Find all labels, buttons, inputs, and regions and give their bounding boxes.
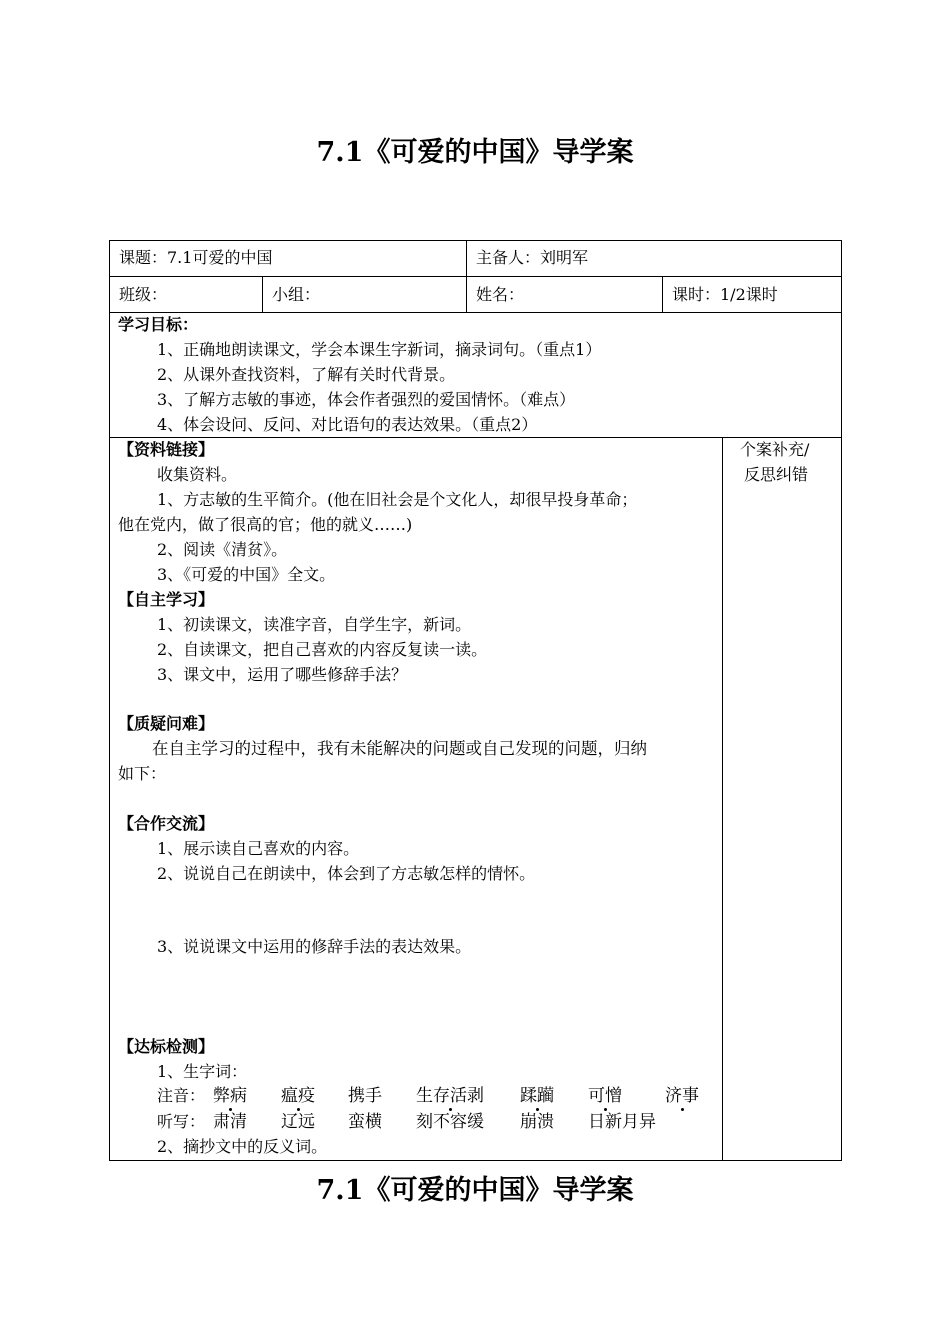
table-border-right (841, 240, 842, 1161)
pinyin-word-text: 携手 (348, 1086, 382, 1106)
test-item-1: 1、生字词： (157, 1062, 248, 1081)
goal-item: 2、从课外查找资料，了解有关时代背景。 (157, 365, 456, 384)
table-col-divider (262, 276, 263, 313)
table-row-divider (109, 312, 842, 313)
dictation-word: 日新月异 (588, 1112, 656, 1132)
dictation-word: 辽远 (281, 1112, 315, 1132)
pinyin-word (281, 1086, 315, 1106)
cooperation-heading: 【合作交流】 (118, 814, 215, 833)
group-label: 小组： (272, 285, 321, 304)
test-item-2: 2、摘抄文中的反义词。 (157, 1137, 328, 1156)
dictation-word: 蛮横 (348, 1112, 382, 1132)
dictation-label: 听写： (157, 1112, 206, 1131)
pinyin-label: 注音： (157, 1086, 206, 1105)
preparer-label: 主备人：刘明军 (476, 248, 589, 267)
table-col-divider (466, 240, 467, 313)
document-title: 7.1《可爱的中国》导学案 (316, 137, 634, 168)
questions-line: 在自主学习的过程中，我有未能解决的问题或自己发现的问题，归纳 (152, 739, 647, 758)
dictation-word: 肃清 (213, 1112, 247, 1132)
resources-line: 收集资料。 (157, 465, 238, 484)
table-row-divider (109, 437, 842, 438)
goal-item: 4、体会设问、反问、对比语句的表达效果。（重点2） (157, 415, 538, 434)
pinyin-word (416, 1086, 484, 1106)
dictation-word: 崩溃 (520, 1112, 554, 1132)
pinyin-word-text: 可憎 (588, 1086, 622, 1106)
cooperation-line: 1、展示读自己喜欢的内容。 (157, 839, 360, 858)
resources-line: 1、方志敏的生平简介。(他在旧社会是个文化人，却很早投身革命； (157, 490, 638, 509)
side-column-divider (722, 437, 723, 1161)
resources-line: 2、阅读《清贫》。 (157, 540, 288, 559)
table-border-left (109, 240, 110, 1161)
pinyin-word-text: 生存活剥 (416, 1086, 484, 1106)
period-label: 课时：1/2课时 (672, 285, 778, 304)
pinyin-word (520, 1086, 554, 1106)
resources-line: 他在党内，做了很高的官；他的就义……) (118, 515, 413, 534)
dictation-word: 刻不容缓 (416, 1112, 484, 1132)
pinyin-word (213, 1086, 247, 1106)
table-col-divider (662, 276, 663, 313)
resources-heading: 【资料链接】 (118, 440, 215, 459)
document-title-repeat: 7.1《可爱的中国》导学案 (316, 1175, 634, 1206)
self-study-heading: 【自主学习】 (118, 590, 215, 609)
table-row-divider (109, 276, 842, 277)
pinyin-word-text: 蹂躏 (520, 1086, 554, 1106)
goals-heading: 学习目标： (118, 315, 199, 334)
table-border-top (109, 240, 842, 241)
table-border-bottom (109, 1160, 842, 1161)
class-label: 班级： (119, 285, 168, 304)
goal-item: 3、了解方志敏的事迹，体会作者强烈的爱国情怀。（难点） (157, 390, 576, 409)
pinyin-word (348, 1086, 382, 1106)
test-heading: 【达标检测】 (118, 1037, 215, 1056)
pinyin-word (665, 1086, 699, 1106)
self-study-line: 3、课文中，运用了哪些修辞手法？ (157, 665, 408, 684)
pinyin-word-text: 瘟疫 (281, 1086, 315, 1106)
name-label: 姓名： (476, 285, 525, 304)
side-note-line: 个案补充/ (740, 440, 810, 459)
cooperation-line: 3、说说课文中运用的修辞手法的表达效果。 (157, 937, 472, 956)
questions-heading: 【质疑问难】 (118, 714, 215, 733)
pinyin-word-text: 弊病 (213, 1086, 247, 1106)
self-study-line: 1、初读课文，读准字音，自学生字，新词。 (157, 615, 472, 634)
topic-label: 课题：7.1可爱的中国 (119, 248, 273, 267)
side-note-line: 反思纠错 (744, 465, 809, 484)
pinyin-word-text: 济事 (665, 1086, 699, 1106)
cooperation-line: 2、说说自己在朗读中，体会到了方志敏怎样的情怀。 (157, 864, 536, 883)
pinyin-word (588, 1086, 622, 1106)
questions-line: 如下： (118, 764, 167, 783)
resources-line: 3、《可爱的中国》全文。 (157, 565, 336, 584)
goal-item: 1、正确地朗读课文，学会本课生字新词，摘录词句。（重点1） (157, 340, 602, 359)
self-study-line: 2、自读课文，把自己喜欢的内容反复读一读。 (157, 640, 488, 659)
